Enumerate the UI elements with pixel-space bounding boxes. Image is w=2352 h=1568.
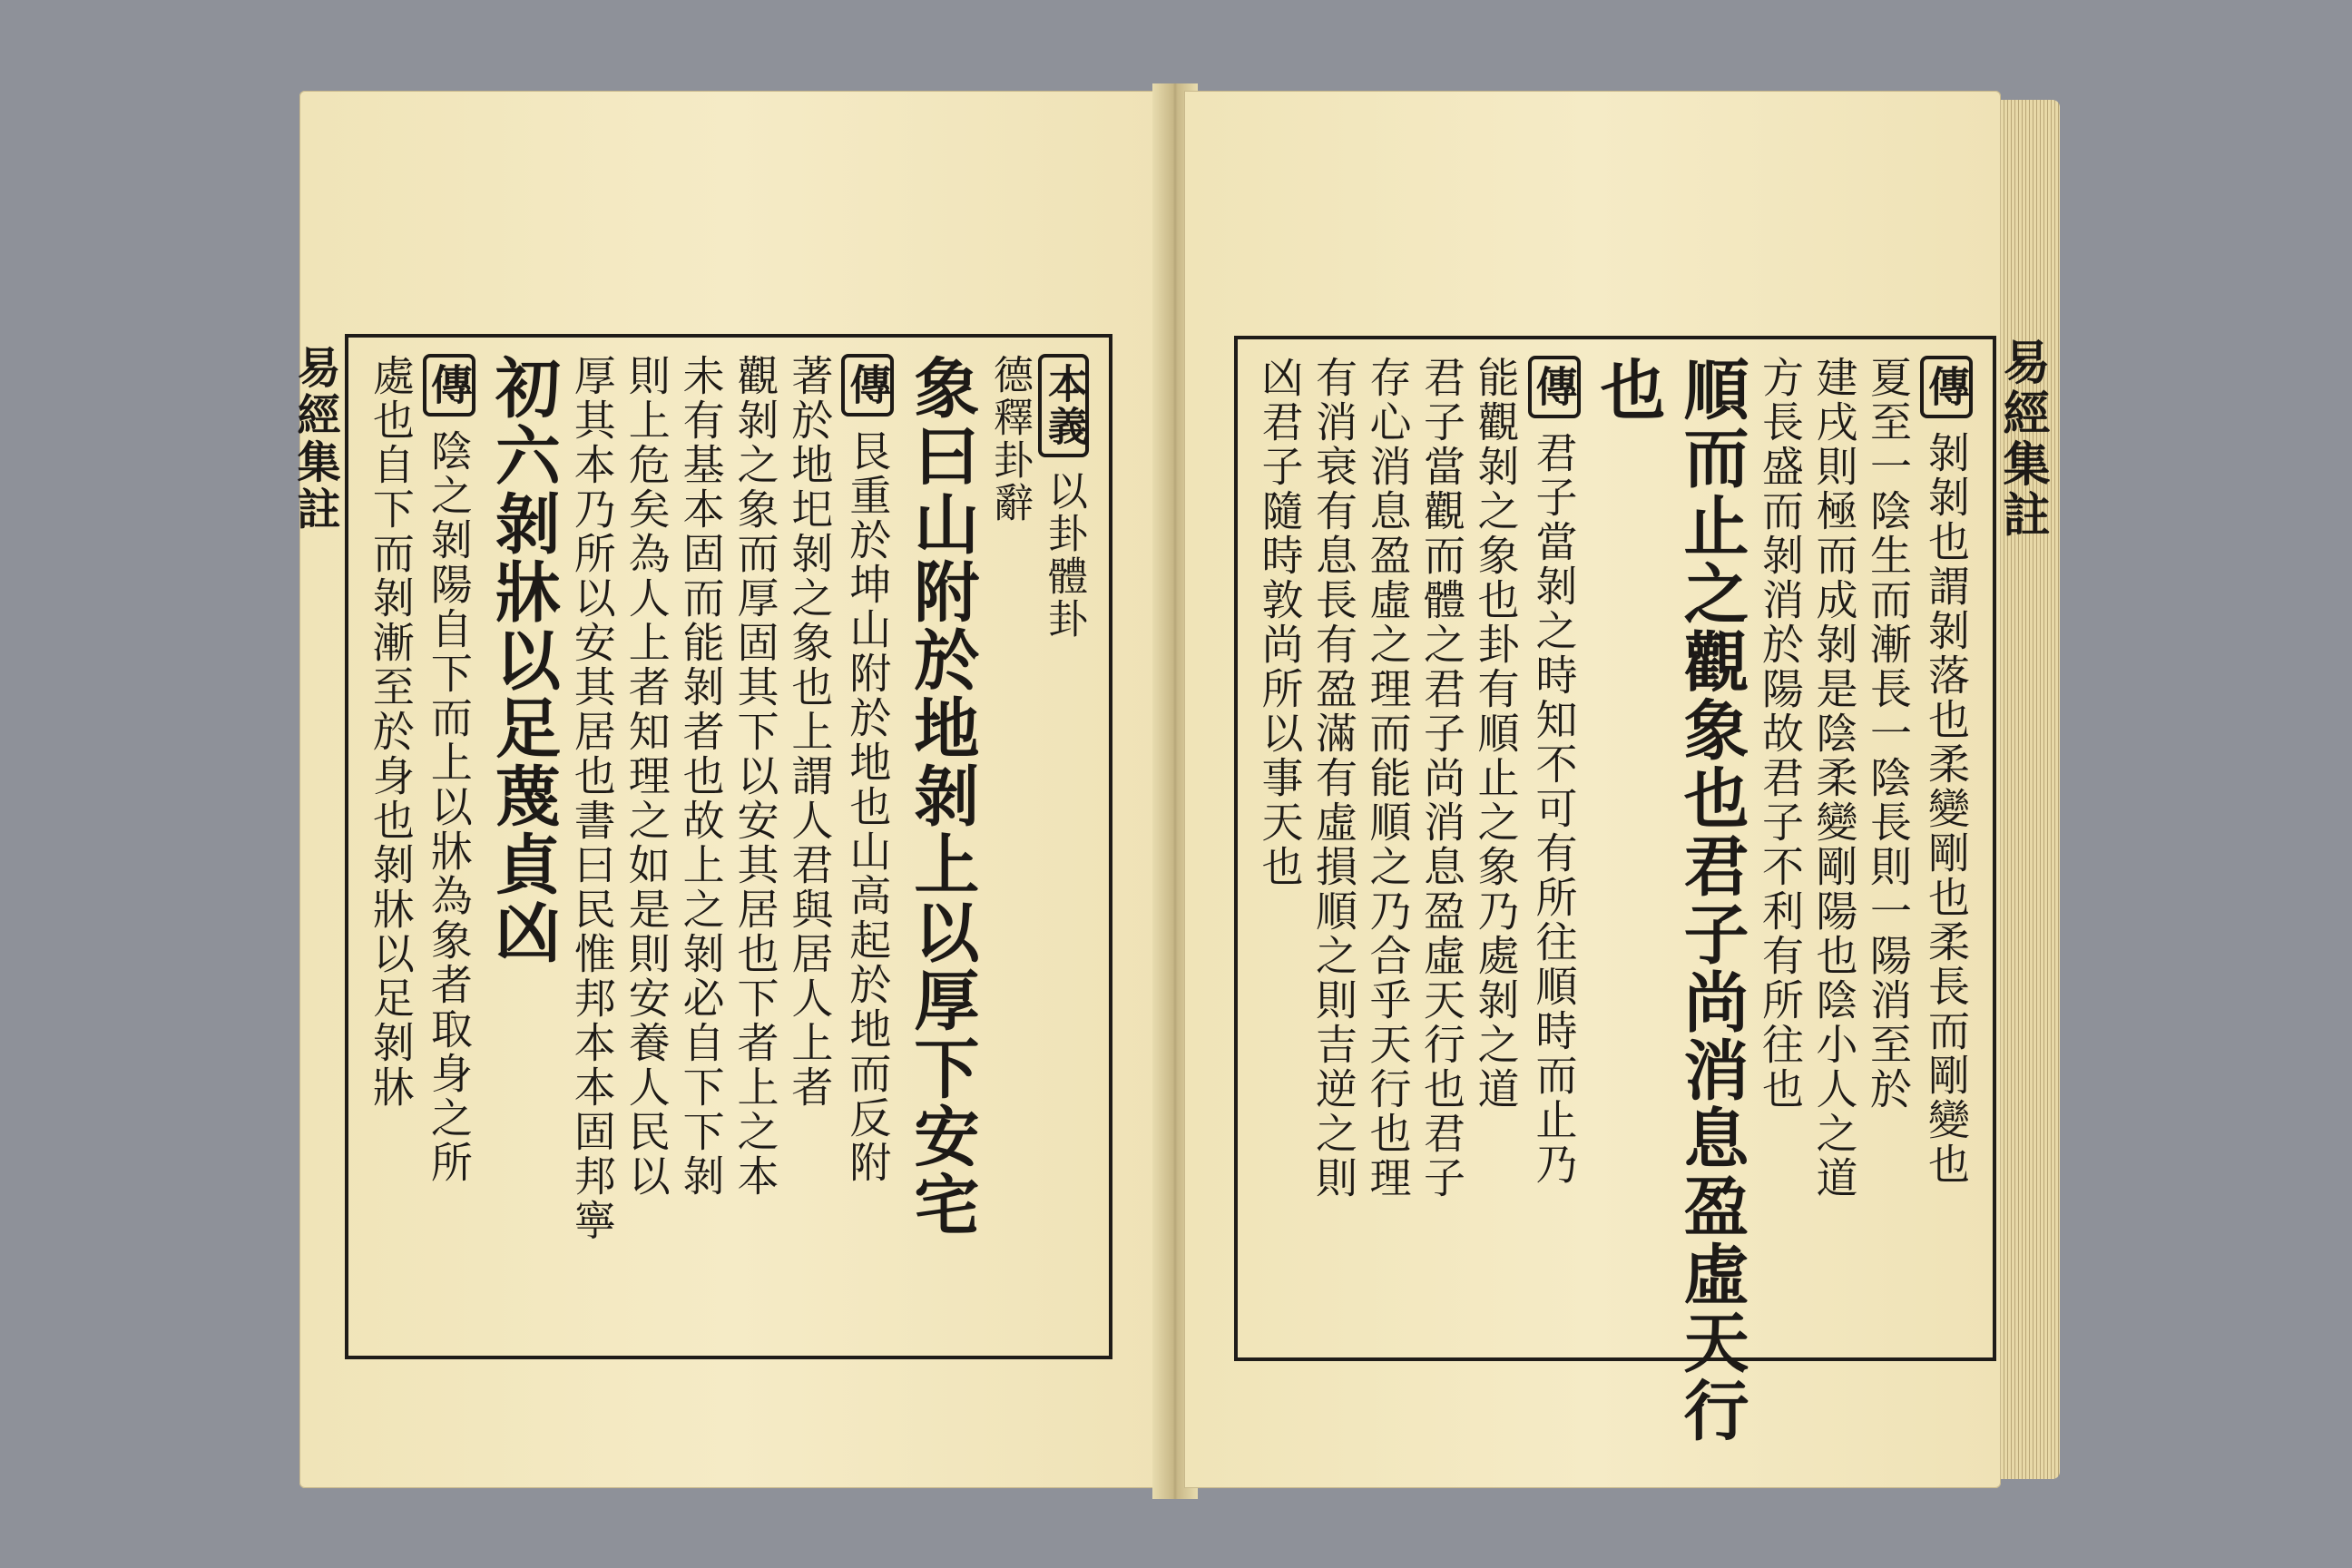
right-page-column: [1471, 356, 1521, 1341]
left-page-column: [676, 354, 726, 1339]
right-page-column: [1672, 356, 1750, 1445]
section-marker: 傳: [423, 354, 475, 416]
left-columns: [348, 338, 1109, 1356]
column-text: 著於地圯剝之象也上謂人君與居人上者: [785, 354, 835, 1110]
column-text: 方長盛而剝消於陽故君子不利有所往也: [1756, 356, 1805, 1112]
right-page-column: [1864, 356, 1913, 1341]
right-text-frame: [1234, 336, 1996, 1445]
column-text: 順而止之觀象也君子尚消息盈虛天行: [1672, 356, 1750, 1445]
column-text: 存心消息盈虛之理而能順之乃合乎天行也理: [1363, 356, 1413, 1200]
left-page-column: [622, 354, 671, 1339]
right-page-column: [1417, 356, 1466, 1341]
column-text: 凶君子隨時敦尚所以事天也: [1255, 356, 1305, 889]
column-text: 君子當觀而體之君子尚消息盈虛天行也君子: [1417, 356, 1466, 1200]
left-page: [289, 91, 1166, 1488]
right-page-column: [1255, 356, 1305, 1341]
left-page-column: [986, 354, 1033, 1339]
right-page-column: [1589, 356, 1667, 1341]
column-text: 剝剝也謂剝落也柔變剛也柔長而剛變也: [1922, 431, 1971, 1187]
left-text-frame: [345, 334, 1112, 1359]
left-page-column: [903, 354, 981, 1339]
right-page: [1184, 91, 2001, 1488]
open-book: [289, 83, 2060, 1499]
right-page-column: [1920, 356, 1973, 1341]
page-edges: [1994, 100, 2060, 1479]
left-margin-title: 易經集註: [289, 345, 340, 534]
column-text: 象曰山附於地剝上以厚下安宅: [903, 354, 981, 1239]
right-page-column: [1528, 356, 1581, 1341]
column-text: 則上危矣為人上者知理之如是則安養人民以: [622, 354, 671, 1199]
section-marker: 傳: [1528, 356, 1581, 418]
right-page-column: [1809, 356, 1859, 1341]
column-text: 也: [1589, 356, 1667, 424]
right-page-column: [1756, 356, 1805, 1341]
column-text: 建戌則極而成剝是陰柔變剛陽也陰小人之道: [1809, 356, 1859, 1200]
column-text: 君子當剝之時知不可有所往順時而止乃: [1529, 431, 1579, 1187]
column-text: 處也自下而剝漸至於身也剝牀以足剝牀: [366, 354, 416, 1110]
left-page-column: [785, 354, 835, 1339]
left-page-column: [841, 354, 894, 1339]
column-text: 未有基本固而能剝者也故上之剝必自下下剝: [676, 354, 726, 1199]
column-text: 有消衰有息長有盈滿有虛損順之則吉逆之則: [1309, 356, 1358, 1200]
column-text: 艮重於坤山附於地也山高起於地而反附: [843, 429, 893, 1185]
column-text: 能觀剝之象也卦有順止之象乃處剝之道: [1471, 356, 1521, 1112]
column-text: 陰之剝陽自下而上以牀為象者取身之所: [424, 429, 474, 1185]
left-page-column: [1040, 354, 1089, 1339]
left-page-column: [484, 354, 562, 1339]
left-page-column: [567, 354, 617, 1339]
right-page-column: [1309, 356, 1358, 1341]
section-marker: 本義: [1038, 354, 1089, 457]
left-page-column: [423, 354, 475, 1339]
column-text: 初六剝牀以足蔑貞凶: [484, 354, 562, 966]
left-page-column: [730, 354, 780, 1339]
column-text: 德釋卦辭: [986, 354, 1033, 524]
column-text: 夏至一陰生而漸長一陰長則一陽消至於: [1864, 356, 1913, 1112]
column-text: 厚其本乃所以安其居也書曰民惟邦本本固邦寧: [567, 354, 617, 1243]
right-page-column: [1363, 356, 1413, 1341]
right-margin-title: 易經集註: [1994, 338, 2050, 541]
column-text: 以卦體卦: [1041, 470, 1087, 641]
section-marker: 傳: [1920, 356, 1973, 418]
section-marker: 傳: [841, 354, 894, 416]
right-columns: [1238, 339, 1993, 1445]
column-text: 觀剝之象而厚固其下以安其居也下者上之本: [730, 354, 780, 1199]
left-page-column: [366, 354, 416, 1339]
